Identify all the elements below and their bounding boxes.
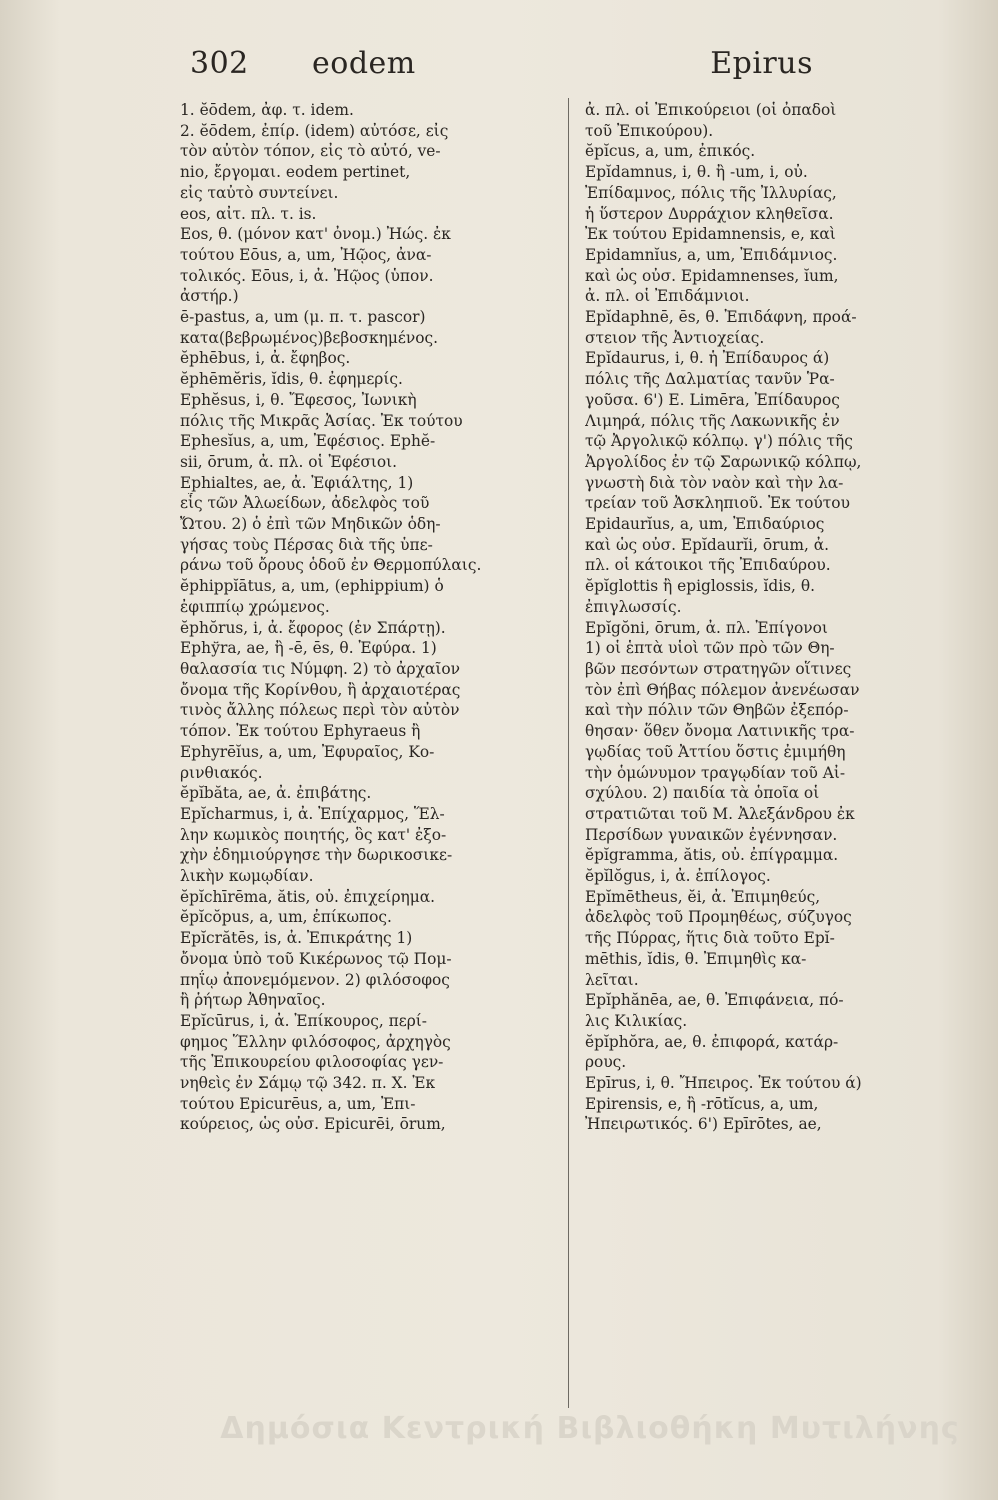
entry-line: ἀστήρ.) xyxy=(180,287,239,306)
entry-line: λεῖται. xyxy=(585,970,639,989)
entry-line: τούτου Eōus, a, um, Ἠῷος, ἀνα- xyxy=(180,245,432,264)
entry-line: Epĭcrătēs, is, ἀ. Ἐπικράτης 1) xyxy=(180,929,413,948)
entry-line: ĕpĭlŏgus, i, ἀ. ἐπίλογος. xyxy=(585,867,771,886)
entry-line: ἐπιγλωσσίς. xyxy=(585,597,682,616)
entry-line: Ἐπίδαμνος, πόλις τῆς Ἰλλυρίας, xyxy=(585,183,837,202)
entry-line: τῷ Ἀργολικῷ κόλπῳ. γ') πόλις τῆς xyxy=(585,432,853,451)
entry-line: ρους. xyxy=(585,1053,627,1072)
entry-line: mēthis, ĭdis, θ. Ἐπιμηθὶς κα- xyxy=(585,949,807,968)
entry-line: 1) οἱ ἑπτὰ υἱοὶ τῶν πρὸ τῶν Θη- xyxy=(585,639,835,658)
entry-line: τῆς Ἐπικουρείου φιλοσοφίας γεν- xyxy=(180,1053,444,1072)
header-right-guide-word: Epirus xyxy=(710,46,813,81)
entry-line: τὸν ἐπὶ Θήβας πόλεμον ἀνενέωσαν xyxy=(585,680,860,699)
entry-line: τόπον. Ἐκ τούτου Ephyraeus ἢ xyxy=(180,722,421,741)
entry-line: κούρειος, ὡς οὐσ. Epicurēi, ōrum, xyxy=(180,1115,446,1134)
entry-line: ĕphēbus, i, ἀ. ἔφηβος. xyxy=(180,349,351,368)
column-divider xyxy=(568,98,569,1408)
entry-line: Ephialtes, ae, ἀ. Ἐφιάλτης, 1) xyxy=(180,473,414,492)
entry-line: στειον τῆς Ἀντιοχείας. xyxy=(585,328,765,347)
entry-line: Ὤτου. 2) ὁ ἐπὶ τῶν Μηδικῶν ὁδη- xyxy=(180,515,441,534)
entry-line: βῶν πεσόντων στρατηγῶν οἵτινες xyxy=(585,659,852,678)
entry-line: τολικός. Eōus, i, ἀ. Ἠῷος (ὑπον. xyxy=(180,266,434,285)
entry-line: 1. ĕōdem, ἀφ. τ. idem. xyxy=(180,101,354,119)
entry-line: γήσας τοὺς Πέρσας διὰ τῆς ὑπε- xyxy=(180,535,433,554)
entry-line: τὸν αὐτὸν τόπον, εἰς τὸ αὐτό, ve- xyxy=(180,142,441,161)
entry-line: ἀ. πλ. οἱ Ἐπικούρειοι (οἱ ὀπαδοὶ xyxy=(585,101,837,119)
page-header xyxy=(180,44,813,92)
entry-line: Epirensis, e, ἢ -rōtĭcus, a, um, xyxy=(585,1094,819,1113)
entry-line: τοῦ Ἐπικούρου). xyxy=(585,121,714,140)
entry-line: nio, ἔργομαι. eodem pertinet, xyxy=(180,163,411,182)
entry-line: σχύλου. 2) παιδία τὰ ὁποῖα οἱ xyxy=(585,784,820,803)
entry-line: ĕphēmĕris, ĭdis, θ. ἐφημερίς. xyxy=(180,370,403,389)
entry-line: Ἠπειρωτικός. 6') Epīrōtes, ae, xyxy=(585,1115,822,1134)
entry-line: Ephўra, ae, ἢ -ē, ēs, θ. Ἐφύρα. 1) xyxy=(180,639,437,658)
entry-line: καὶ ὡς οὐσ. Epĭdaurĭi, ōrum, ἀ. xyxy=(585,535,830,554)
entry-line: ĕpĭcŏpus, a, um, ἐπίκωπος. xyxy=(180,908,392,927)
entry-line: Epidaurĭus, a, um, Ἐπιδαύριος xyxy=(585,515,825,534)
entry-line: πόλις τῆς Δαλματίας τανῦν Ῥα- xyxy=(585,370,835,389)
entry-line: ὄνομα τῆς Κορίνθου, ἢ ἀρχαιοτέρας xyxy=(180,680,461,699)
entry-line: τὴν ὁμώνυμον τραγῳδίαν τοῦ Αἰ- xyxy=(585,763,846,782)
entry-line: κατα(βεβρωμένος)βεβοσκημένος. xyxy=(180,328,439,347)
entry-line: ĕpĭcus, a, um, ἐπικός. xyxy=(585,142,756,161)
header-left-guide-word: eodem xyxy=(312,46,416,81)
entry-line: ĕpĭchīrēma, ătis, οὐ. ἐπιχείρημα. xyxy=(180,887,436,906)
entry-line: φημος Ἕλλην φιλόσοφος, ἀρχηγὸς xyxy=(180,1032,451,1051)
entry-line: Περσίδων γυναικῶν ἐγέννησαν. xyxy=(585,825,838,844)
entry-line: ἀδελφὸς τοῦ Προμηθέως, σύζυγος xyxy=(585,908,852,927)
entry-line: ĕphŏrus, i, ἀ. ἔφορος (ἐν Σπάρτῃ). xyxy=(180,618,446,637)
entry-line: χὴν ἐδημιούργησε τὴν δωρικοσικε- xyxy=(180,846,453,865)
entry-line: Epīrus, i, θ. Ἤπειρος. Ἐκ τούτου ά) xyxy=(585,1074,862,1093)
entry-line: ράνω τοῦ ὄρους ὁδοῦ ἐν Θερμοπύλαις. xyxy=(180,556,482,575)
entry-line: λις Κιλικίας. xyxy=(585,1011,688,1030)
entry-line: στρατιῶται τοῦ Μ. Ἀλεξάνδρου ἐκ xyxy=(585,804,855,823)
entry-line: ἢ ῥήτωρ Ἀθηναῖος. xyxy=(180,991,326,1010)
entry-line: θαλασσία τις Νύμφη. 2) τὸ ἀρχαῖον xyxy=(180,659,460,678)
entry-line: νηθεὶς ἐν Σάμῳ τῷ 342. π. Χ. Ἐκ xyxy=(180,1074,436,1093)
entry-line: εἷς τῶν Ἀλωείδων, ἀδελφὸς τοῦ xyxy=(180,494,430,513)
entry-line: γοῦσα. 6') E. Limēra, Ἐπίδαυρος xyxy=(585,390,840,409)
entry-line: Ephesĭus, a, um, Ἐφέσιος. Ephĕ- xyxy=(180,432,436,451)
entry-line: Ἀργολίδος ἐν τῷ Σαρωνικῷ κόλπῳ, xyxy=(585,452,862,471)
entry-line: ĕpĭgramma, ătis, οὐ. ἐπίγραμμα. xyxy=(585,846,839,865)
entry-line: eos, αἰτ. πλ. τ. is. xyxy=(180,204,317,223)
entry-line: Epĭcūrus, i, ἀ. Ἐπίκουρος, περί- xyxy=(180,1011,427,1030)
entry-line: τινὸς ἄλλης πόλεως περὶ τὸν αὐτὸν xyxy=(180,701,460,720)
entry-line: θησαν· ὅθεν ὄνομα Λατινικῆς τρα- xyxy=(585,722,855,741)
entry-line: γνωστὴ διὰ τὸν ναὸν καὶ τὴν λα- xyxy=(585,473,844,492)
entry-line: ἐφιππίῳ χρώμενος. xyxy=(180,597,330,616)
entry-line: καὶ ὡς οὐσ. Epidamnenses, ĭum, xyxy=(585,266,839,285)
entry-line: ὄνομα ὑπὸ τοῦ Κικέρωνος τῷ Πομ- xyxy=(180,949,452,968)
entry-line: Epĭgŏni, ōrum, ἀ. πλ. Ἐπίγονοι xyxy=(585,618,828,637)
entry-line: Epidamnĭus, a, um, Ἐπιδάμνιος. xyxy=(585,245,838,264)
entry-line: ĕpĭbăta, ae, ἀ. ἐπιβάτης. xyxy=(180,784,372,803)
entry-line: λικὴν κωμῳδίαν. xyxy=(180,867,314,886)
entry-line: πόλις τῆς Μικρᾶς Ἀσίας. Ἐκ τούτου xyxy=(180,411,463,430)
entry-line: ἡ ὕστερον Δυρράχιον κληθεῖσα. xyxy=(585,204,834,223)
entry-line: τρείαν τοῦ Ἀσκληπιοῦ. Ἐκ τούτου xyxy=(585,494,850,513)
entry-line: ĕpĭphŏra, ae, θ. ἐπιφορά, κατάρ- xyxy=(585,1032,839,1051)
right-column xyxy=(585,100,965,1135)
entry-line: ρινθιακός. xyxy=(180,763,263,782)
library-watermark: Δημόσια Κεντρική Βιβλιοθήκη Μυτιλήνης xyxy=(220,1411,960,1446)
entry-line: τούτου Epicurēus, a, um, Ἐπι- xyxy=(180,1094,416,1113)
entry-line: ĕphippĭātus, a, um, (ephippium) ὁ xyxy=(180,577,444,596)
entry-line: Ephyrēĭus, a, um, Ἐφυραῖος, Κο- xyxy=(180,742,435,761)
entry-line: λην κωμικὸς ποιητής, ὃς κατ' ἐξο- xyxy=(180,825,447,844)
entry-line: ἀ. πλ. οἱ Ἐπιδάμνιοι. xyxy=(585,287,750,306)
entry-line: Epĭmētheus, ĕi, ἀ. Ἐπιμηθεύς, xyxy=(585,887,821,906)
entry-line: πηΐῳ ἀπονεμόμενον. 2) φιλόσοφος xyxy=(180,970,450,989)
entry-line: ē-pastus, a, um (μ. π. τ. pascor) xyxy=(180,308,426,327)
entry-line: ĕpĭglottis ἢ epiglossis, ĭdis, θ. xyxy=(585,577,815,596)
entry-line: Epĭphănēa, ae, θ. Ἐπιφάνεια, πό- xyxy=(585,991,844,1010)
entry-line: Epĭdaurus, i, θ. ἡ Ἐπίδαυρος ά) xyxy=(585,349,830,368)
entry-line: καὶ τὴν πόλιν τῶν Θηβῶν ἐξεπόρ- xyxy=(585,701,849,720)
entry-line: γῳδίας τοῦ Ἀττίου ὅστις ἐμιμήθη xyxy=(585,742,846,761)
entry-line: Λιμηρά, πόλις τῆς Λακωνικῆς ἐν xyxy=(585,411,840,430)
left-column xyxy=(180,100,565,1135)
entry-line: Epĭdaphnē, ēs, θ. Ἐπιδάφνη, προά- xyxy=(585,308,857,327)
entry-line: Epĭcharmus, i, ἀ. Ἐπίχαρμος, Ἕλ- xyxy=(180,804,445,823)
entry-line: εἰς ταὐτὸ συντείνει. xyxy=(180,183,339,202)
entry-line: Eos, θ. (μόνον κατ' ὀνομ.) Ἠώς. ἐκ xyxy=(180,225,451,244)
entry-line: Ἐκ τούτου Epidamnensis, e, καὶ xyxy=(585,225,836,244)
entry-line: sii, ōrum, ἀ. πλ. οἱ Ἐφέσιοι. xyxy=(180,452,398,471)
entry-line: 2. ĕōdem, ἐπίρ. (idem) αὐτόσε, εἰς xyxy=(180,121,449,140)
entry-line: πλ. οἱ κάτοικοι τῆς Ἐπιδαύρου. xyxy=(585,556,831,575)
page-number: 302 xyxy=(190,46,249,81)
entry-line: τῆς Πύρρας, ἥτις διὰ τοῦτο Epĭ- xyxy=(585,929,835,948)
entry-line: Ephĕsus, i, θ. Ἔφεσος, Ἰωνικὴ xyxy=(180,390,417,409)
entry-line: Epĭdamnus, i, θ. ἢ -um, i, οὐ. xyxy=(585,163,808,182)
